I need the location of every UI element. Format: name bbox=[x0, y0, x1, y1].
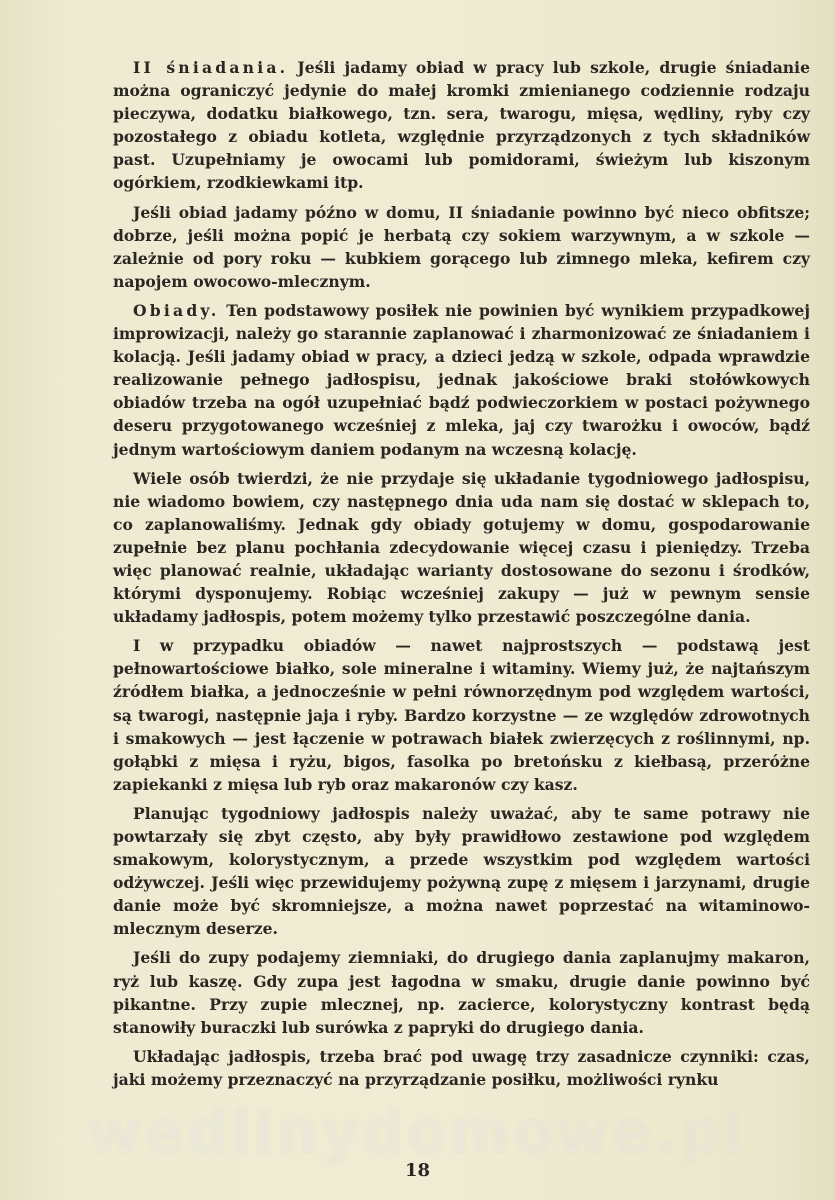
paragraph-text: I w przypadku obiadów — nawet najprostszych — podstawą jest pełnowartościowe białko, sole mineralne i witaminy. Wiemy już, że najtańszym źródłem białka, a jednocześnie w pełni równorzędnym pod względem wartości, są twarogi, następnie jaja i ryby. Bardzo korzystne — ze względów zdrowotnych i smakowych — jest łączenie w potrawach białek zwierzęcych z roślinnymi, np. gołąbki z mięsa i ryżu, bigos, fasolka po bretońsku z kiełbasą, przeróżne zapiekanki z mięsa lub ryb oraz makaronów czy kasz. bbox=[113, 636, 810, 794]
paragraph-text: Jeśli do zupy podajemy ziemniaki, do drugiego dania zaplanujmy makaron, ryż lub kaszę. Gdy zupa jest łagodna w smaku, drugie danie powinno być pikantne. Przy zupie mlecznej, np. zacierce, kolorystyczny kontrast będą stanowiły buraczki lub surówka z papryki do drugiego dania. bbox=[113, 948, 810, 1037]
paragraph-text: Jeśli obiad jadamy późno w domu, II śniadanie powinno być nieco obfitsze; dobrze, jeśli można popić je herbatą czy sokiem warzywnym, a w szkole — zależnie od pory roku — kubkiem gorącego lub zimnego mleka, kefirem czy napojem owocowo-mlecznym. bbox=[113, 202, 810, 291]
paragraph-text: Wiele osób twierdzi, że nie przydaje się układanie tygodniowego jadłospisu, nie wiadomo bowiem, czy następnego dnia uda nam się dostać w sklepach to, co zaplanowaliśmy. Jednak gdy obiady gotujemy w domu, gospodarowanie zupełnie bez planu pochłania zdecydowanie więcej czasu i pieniędzy. Trzeba więc planować realnie, układając warianty dostosowane do sezonu i środków, którymi dysponujemy. Robiąc wcześniej zakupy — już w pewnym sensie układamy jadłospis, potem możemy tylko przestawić poszczególne dania. bbox=[113, 468, 810, 627]
paragraph-text: Jeśli jadamy obiad w pracy lub szkole, drugie śniadanie można ograniczyć jedynie do małej kromki zmienianego codziennie rodzaju pieczywa, dodatku białkowego, tzn. sera, twarogu, mięsa, wędliny, ryby czy pozostałego z obiadu kotleta, względnie przyrządzonych z tych składników past. Uzupełniamy je owocami lub pomidorami, świeżym lub kiszonym ogórkiem, rzodkiewkami itp. bbox=[113, 58, 810, 193]
section-lead-second-breakfast: II śniadania. bbox=[133, 58, 289, 77]
paragraph-late-dinner bbox=[113, 201, 810, 293]
paragraph-weekly-plan bbox=[113, 467, 810, 629]
body-text bbox=[113, 56, 810, 1097]
paragraph-protein bbox=[113, 634, 810, 796]
paragraph-factors bbox=[113, 1045, 810, 1091]
paragraph-soup bbox=[113, 946, 810, 1038]
watermark: wedlinydomowe.pl bbox=[87, 1098, 748, 1166]
paragraph-second-breakfast bbox=[113, 56, 810, 195]
page-number: 18 bbox=[404, 1160, 431, 1181]
paragraph-dinners bbox=[113, 299, 810, 461]
section-lead-dinners: Obiady. bbox=[133, 300, 220, 320]
paragraph-text: Ten podstawowy posiłek nie powinien być wynikiem przypadkowej improwizacji, należy go starannie zaplanować i zharmonizować ze śniadaniem i kolacją. Jeśli jadamy obiad w pracy, a dzieci jedzą w szkole, odpada wprawdzie realizowanie pełnego jadłospisu, jednak jakościowe braki stołówkowych obiadów trzeba na ogół uzupełniać bądź podwieczorkiem w postaci pożywnego deseru przygotowanego wcześniej z mleka, jaj czy twarożku i owoców, bądź jednym wartościowym daniem podanym na wczesną kolację. bbox=[113, 300, 810, 459]
paragraph-planning bbox=[113, 802, 810, 941]
paragraph-text: Planując tygodniowy jadłospis należy uważać, aby te same potrawy nie powtarzały się zbyt często, aby były prawidłowo zestawione pod względem smakowym, kolorystycznym, a przede wszystkim pod względem wartości odżywczej. Jeśli więc przewidujemy pożywną zupę z mięsem i jarzynami, drugie danie może być skromniejsze, a można nawet poprzestać na witaminowo-mlecznym deserze. bbox=[113, 803, 810, 939]
paragraph-text: Układając jadłospis, trzeba brać pod uwagę trzy zasadnicze czynniki: czas, jaki możemy przeznaczyć na przyrządzanie posiłku, możliwości rynku bbox=[113, 1046, 810, 1089]
